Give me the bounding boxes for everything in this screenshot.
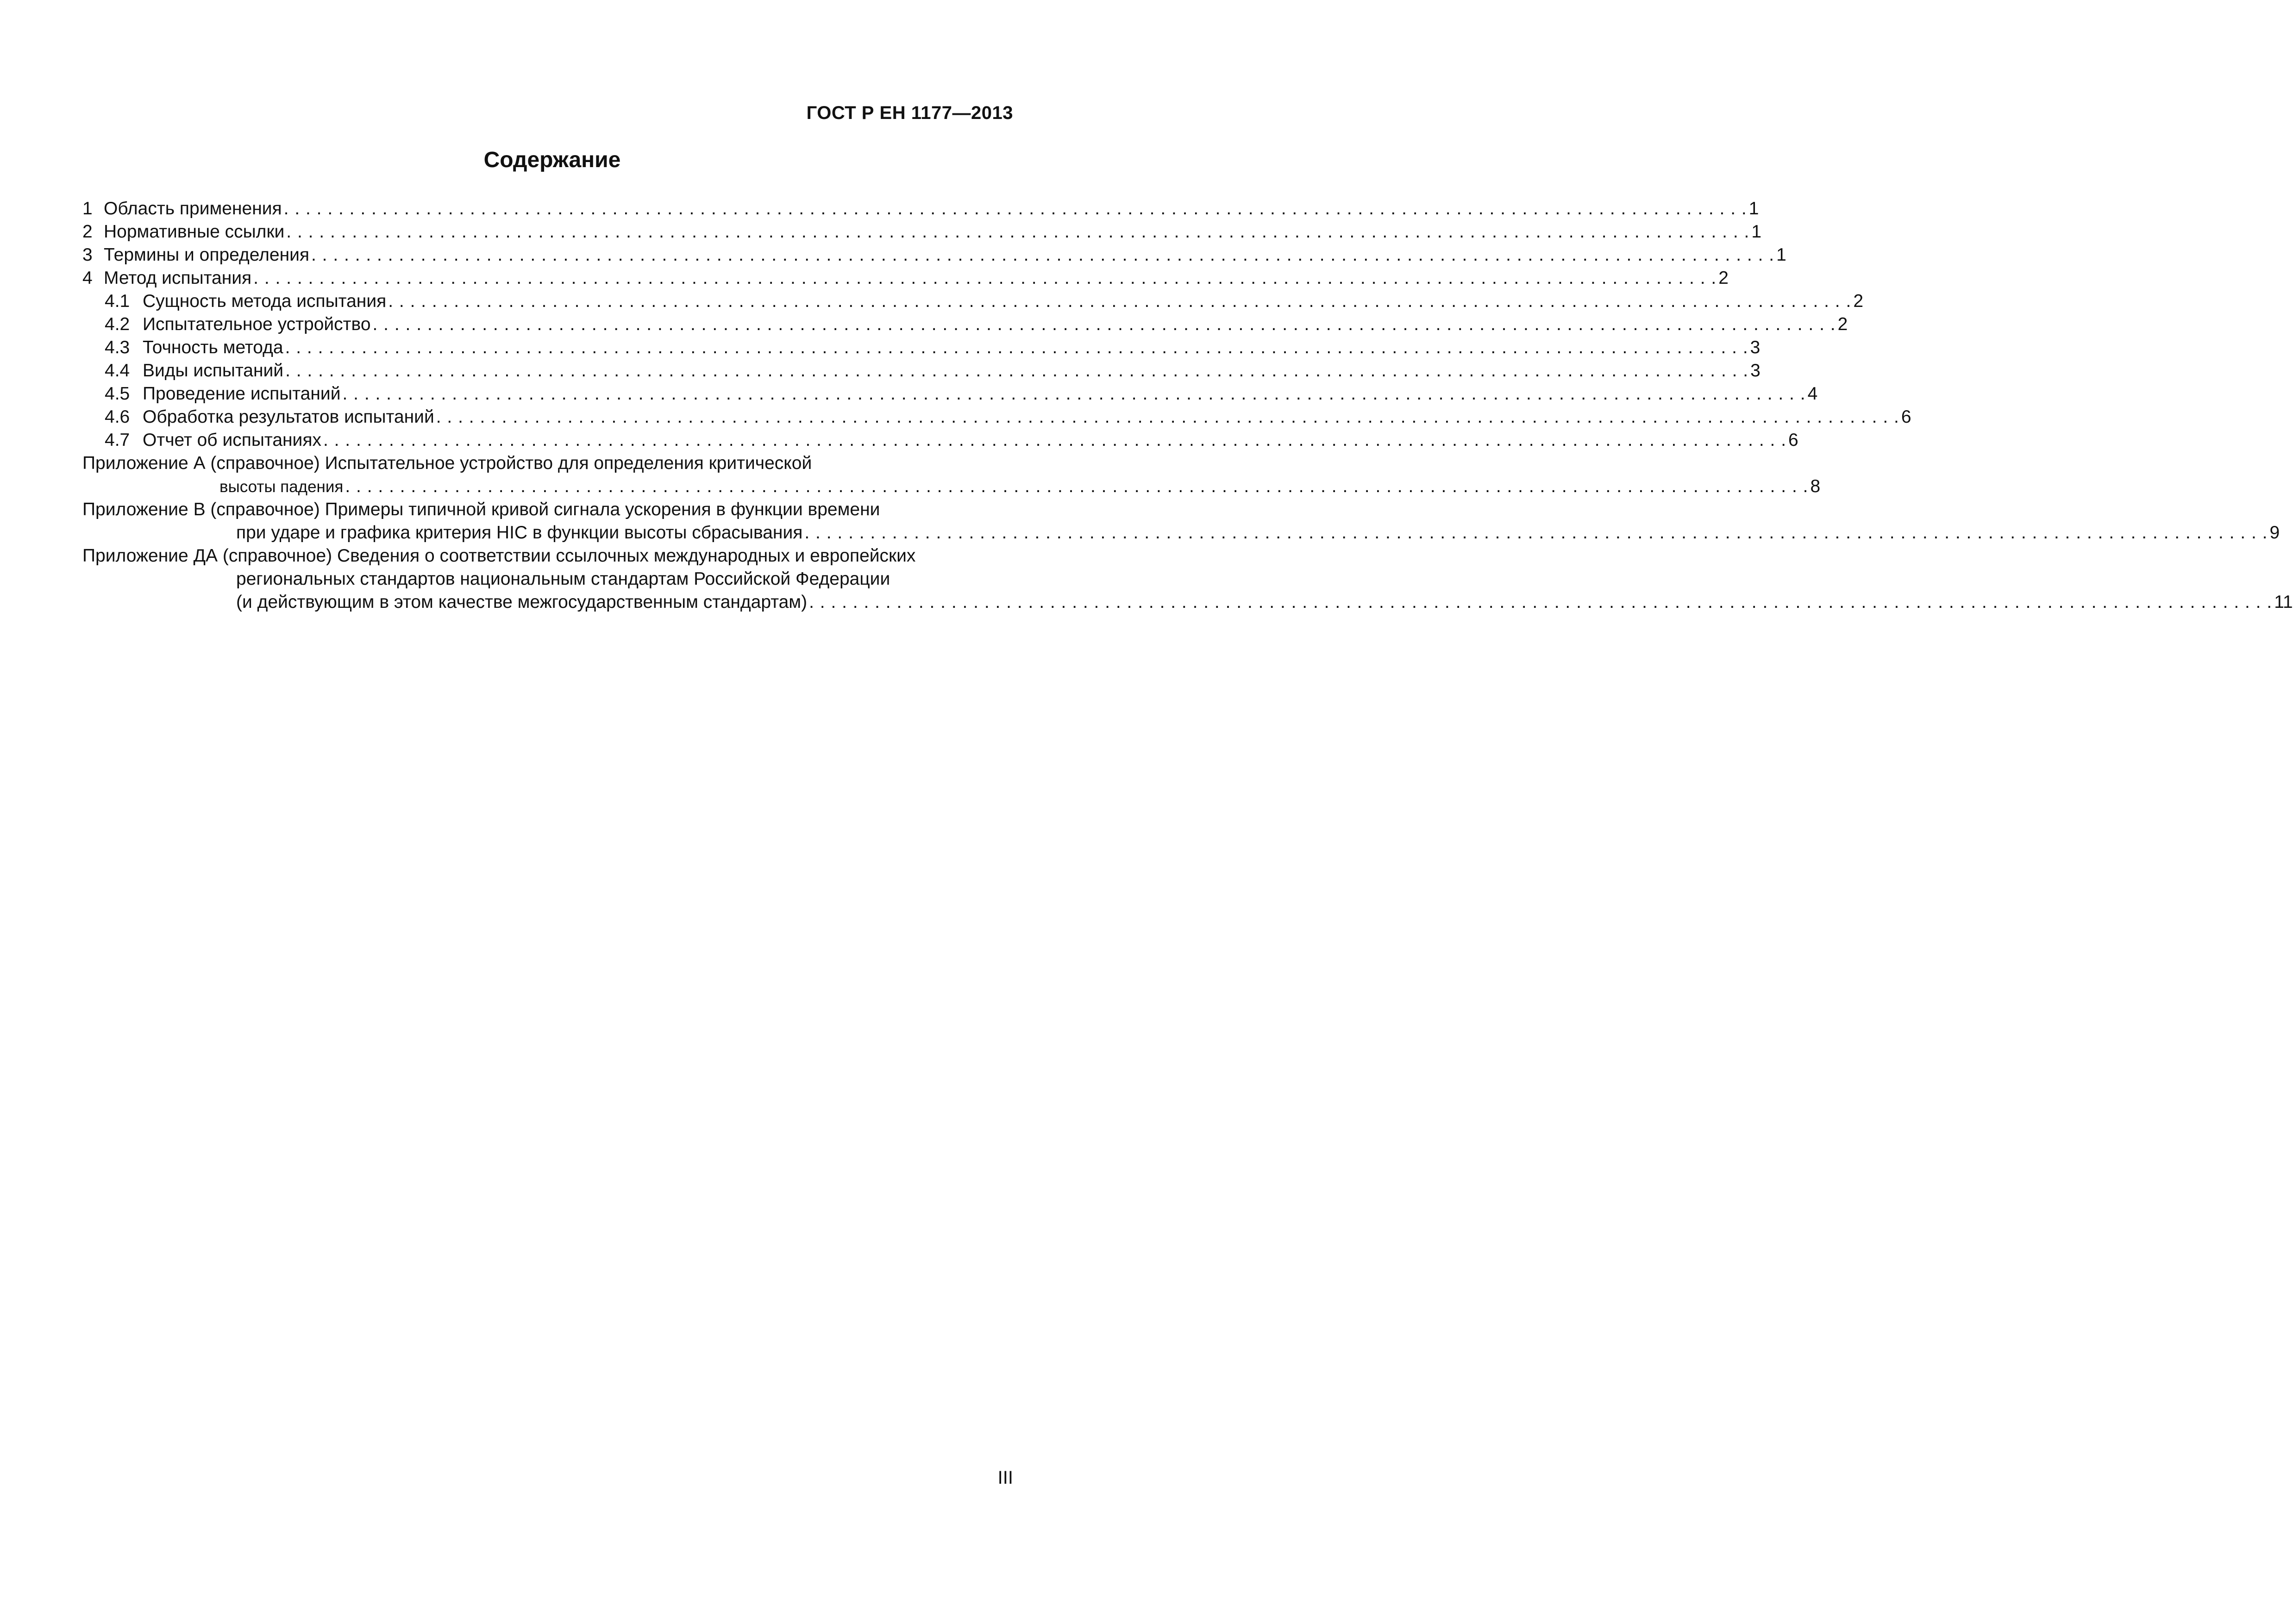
toc-entry-page: 1 bbox=[1748, 199, 1759, 219]
toc-entry-page: 11 bbox=[2274, 592, 2293, 612]
toc-annex-da-line1[interactable]: Приложение ДА (справочное) Сведения о соответствии ссылочных международных и европейских bbox=[82, 546, 916, 566]
toc-entry-title: Метод испытания bbox=[104, 268, 252, 288]
toc-entry-page: 2 bbox=[1853, 291, 1864, 311]
toc-entry-number: 3 bbox=[82, 245, 93, 265]
toc-entry-title: Область применения bbox=[104, 199, 282, 219]
dot-leader bbox=[373, 313, 1836, 336]
dot-leader bbox=[253, 267, 1717, 290]
toc-entry-2[interactable] bbox=[82, 220, 1762, 244]
dot-leader bbox=[285, 336, 1748, 359]
dot-leader bbox=[323, 429, 1786, 452]
toc-entry-title: Точность метода bbox=[143, 337, 283, 357]
toc-entry-4-2[interactable] bbox=[82, 313, 1848, 336]
toc-entry-page: 3 bbox=[1750, 361, 1760, 381]
toc-entry-title: Обработка результатов испытаний bbox=[143, 407, 434, 427]
toc-entry-page: 6 bbox=[1901, 407, 1911, 427]
toc-entry-title: высоты падения bbox=[219, 478, 344, 496]
table-of-contents bbox=[82, 197, 2293, 614]
toc-entry-number: 4.5 bbox=[105, 384, 130, 404]
toc-entry-title: Сущность метода испытания bbox=[143, 291, 387, 311]
dot-leader bbox=[809, 591, 2272, 614]
toc-entry-3[interactable] bbox=[82, 244, 1786, 267]
toc-entry-number: 4.3 bbox=[105, 337, 130, 357]
toc-annex-a-line1[interactable]: Приложение А (справочное) Испытательное устройство для определения критической bbox=[82, 453, 812, 473]
toc-entry-4-1[interactable] bbox=[82, 290, 1864, 313]
dot-leader bbox=[285, 359, 1748, 382]
toc-entry-page: 2 bbox=[1718, 268, 1729, 288]
toc-entry-title: (и действующим в этом качестве межгосударственным стандартам) bbox=[236, 592, 808, 612]
toc-entry-title: при ударе и графика критерия HIC в функции высоты сбрасывания bbox=[236, 523, 803, 543]
dot-leader bbox=[311, 244, 1774, 267]
toc-entry-4-6[interactable] bbox=[82, 406, 1911, 429]
dot-leader bbox=[342, 382, 1805, 406]
toc-entry-number: 4.6 bbox=[105, 407, 130, 427]
toc-entry-page: 6 bbox=[1788, 430, 1798, 450]
toc-entry-4[interactable] bbox=[82, 267, 1729, 290]
toc-entry-page: 4 bbox=[1807, 384, 1818, 404]
page-number: III bbox=[997, 1468, 1013, 1488]
toc-entry-title: Виды испытаний bbox=[143, 361, 284, 381]
toc-title: Содержание bbox=[483, 148, 621, 172]
toc-entry-page: 8 bbox=[1810, 476, 1821, 496]
toc-annex-b-line1[interactable]: Приложение В (справочное) Примеры типичной кривой сигнала ускорения в функции времени bbox=[82, 500, 880, 519]
dot-leader bbox=[388, 290, 1851, 313]
dot-leader bbox=[804, 521, 2268, 544]
toc-annex-a-line2[interactable] bbox=[82, 475, 1821, 498]
toc-entry-page: 1 bbox=[1776, 245, 1786, 265]
toc-entry-number: 4 bbox=[82, 268, 93, 288]
toc-entry-title: Проведение испытаний bbox=[143, 384, 341, 404]
toc-entry-1[interactable] bbox=[82, 197, 1759, 220]
toc-entry-4-7[interactable] bbox=[82, 429, 1798, 452]
dot-leader bbox=[345, 475, 1808, 498]
toc-entry-number: 4.1 bbox=[105, 291, 130, 311]
toc-entry-page: 1 bbox=[1751, 222, 1762, 242]
dot-leader bbox=[436, 406, 1899, 429]
toc-entry-title: Нормативные ссылки bbox=[104, 222, 285, 242]
toc-entry-number: 4.2 bbox=[105, 314, 130, 334]
toc-entry-number: 2 bbox=[82, 222, 93, 242]
toc-entry-number: 4.7 bbox=[105, 430, 130, 450]
toc-entry-title: Термины и определения bbox=[104, 245, 310, 265]
toc-entry-title: Испытательное устройство bbox=[143, 314, 371, 334]
toc-entry-page: 3 bbox=[1750, 337, 1760, 357]
dot-leader bbox=[286, 220, 1749, 244]
toc-entry-title: Отчет об испытаниях bbox=[143, 430, 321, 450]
toc-annex-da-line3[interactable] bbox=[82, 591, 2293, 614]
toc-entry-4-5[interactable] bbox=[82, 382, 1818, 406]
toc-entry-4-3[interactable] bbox=[82, 336, 1760, 359]
toc-entry-page: 9 bbox=[2269, 523, 2280, 543]
toc-annex-da-line2[interactable]: региональных стандартов национальным стандартам Российской Федерации bbox=[236, 569, 890, 589]
toc-entry-number: 4.4 bbox=[105, 361, 130, 381]
toc-annex-b-line2[interactable] bbox=[82, 521, 2280, 544]
document-code: ГОСТ Р ЕН 1177—2013 bbox=[806, 103, 1013, 123]
toc-entry-page: 2 bbox=[1837, 314, 1848, 334]
dot-leader bbox=[284, 197, 1747, 220]
toc-entry-4-4[interactable] bbox=[82, 359, 1760, 382]
toc-entry-number: 1 bbox=[82, 199, 93, 219]
